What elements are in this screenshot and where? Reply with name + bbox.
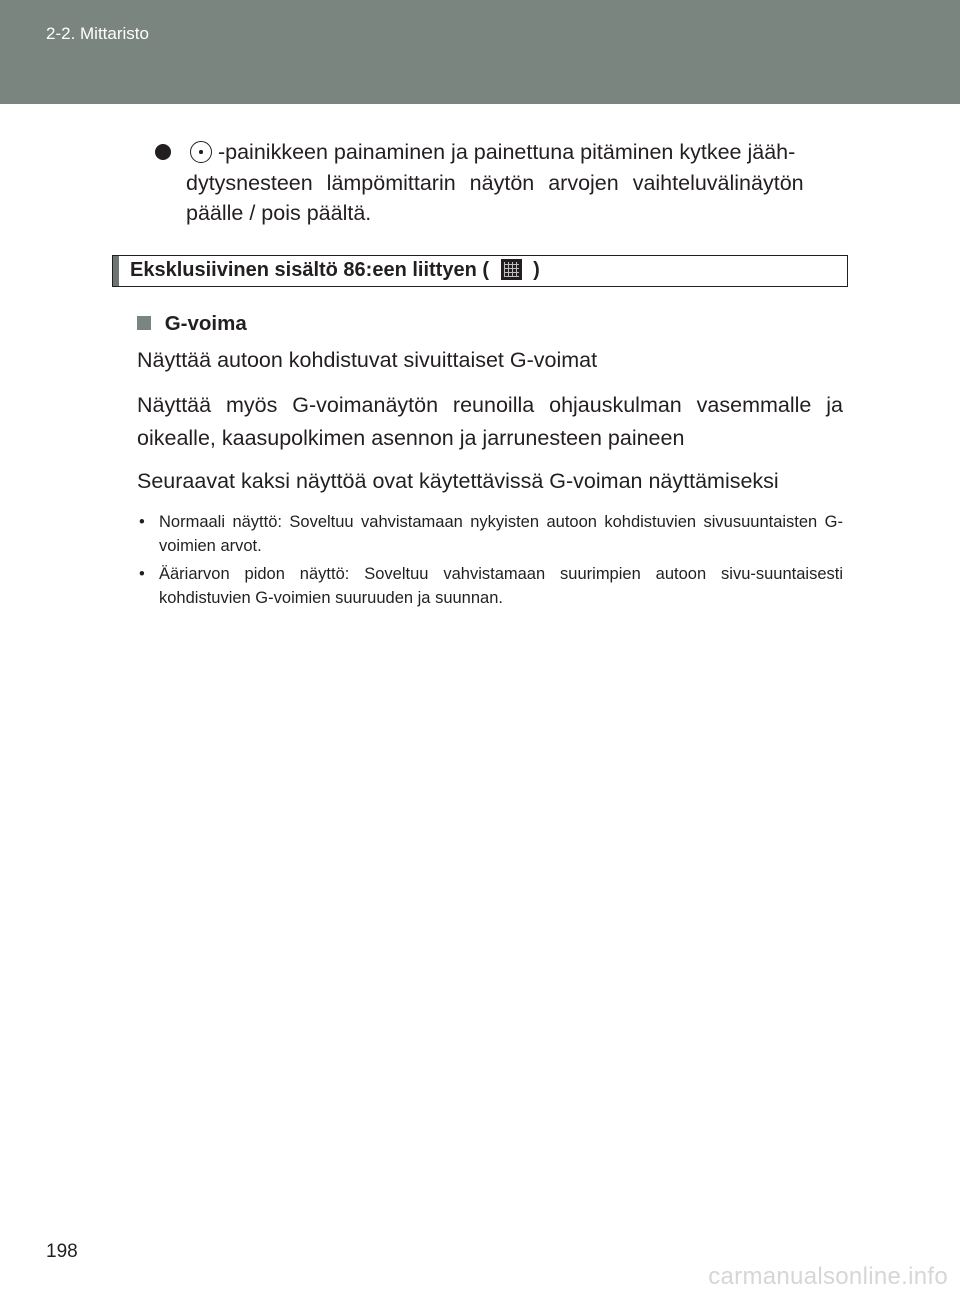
section-heading-close: ) — [533, 259, 540, 281]
grid-display-icon — [501, 259, 522, 280]
bullet-text — [158, 137, 842, 229]
subsection-title-text: G-voima — [164, 312, 247, 335]
watermark: carmanualsonline.info — [708, 1263, 948, 1290]
bullet-line-3: päälle / pois päältä. — [186, 201, 372, 225]
header-band — [0, 0, 960, 104]
bullet-dot-icon — [155, 144, 171, 160]
display-mode-list — [137, 510, 843, 614]
bullet-line-2-wrap — [186, 168, 842, 199]
section-heading-bar — [113, 256, 119, 286]
section-heading — [130, 259, 540, 282]
bullet-line-1: -painikkeen painaminen ja painettuna pitäminen kytkee jääh- — [217, 140, 796, 164]
bullet-paragraph — [158, 137, 842, 229]
square-marker-icon — [137, 316, 151, 330]
page-number: 198 — [46, 1241, 78, 1262]
paragraph-2: Näyttää myös G-voimanäytön reunoilla ohjauskulman vasemmalle ja oikealle, kaasupolkimen asennon ja jarrunesteen paineen — [137, 393, 843, 450]
chapter-title: 2-2. Mittaristo — [46, 24, 149, 43]
section-heading-box — [112, 255, 848, 287]
section-heading-text: Eksklusiivinen sisältö 86:een liittyen ( — [130, 259, 490, 281]
paragraph-1: Näyttää autoon kohdistuvat sivuittaiset G-voimat — [137, 348, 598, 372]
list-item: • Normaali näyttö: Soveltuu vahvistamaan nykyisten autoon kohdistuvien sivusuuntaisten G-voimien arvot. — [137, 510, 843, 558]
paragraph-3: Seuraavat kaksi näyttöä ovat käytettävissä G-voiman näyttämiseksi — [137, 469, 779, 493]
subsection-title — [137, 312, 247, 336]
circle-dot-button-icon — [190, 141, 212, 163]
bullet-line-2: dytysnesteen lämpömittarin näytön arvojen vaihteluvälinäytön — [186, 170, 804, 195]
list-item: • Ääriarvon pidon näyttö: Soveltuu vahvistamaan suurimpien autoon sivu-suuntaisesti kohdistuvien G-voimien suuruuden ja suunnan. — [137, 562, 843, 610]
